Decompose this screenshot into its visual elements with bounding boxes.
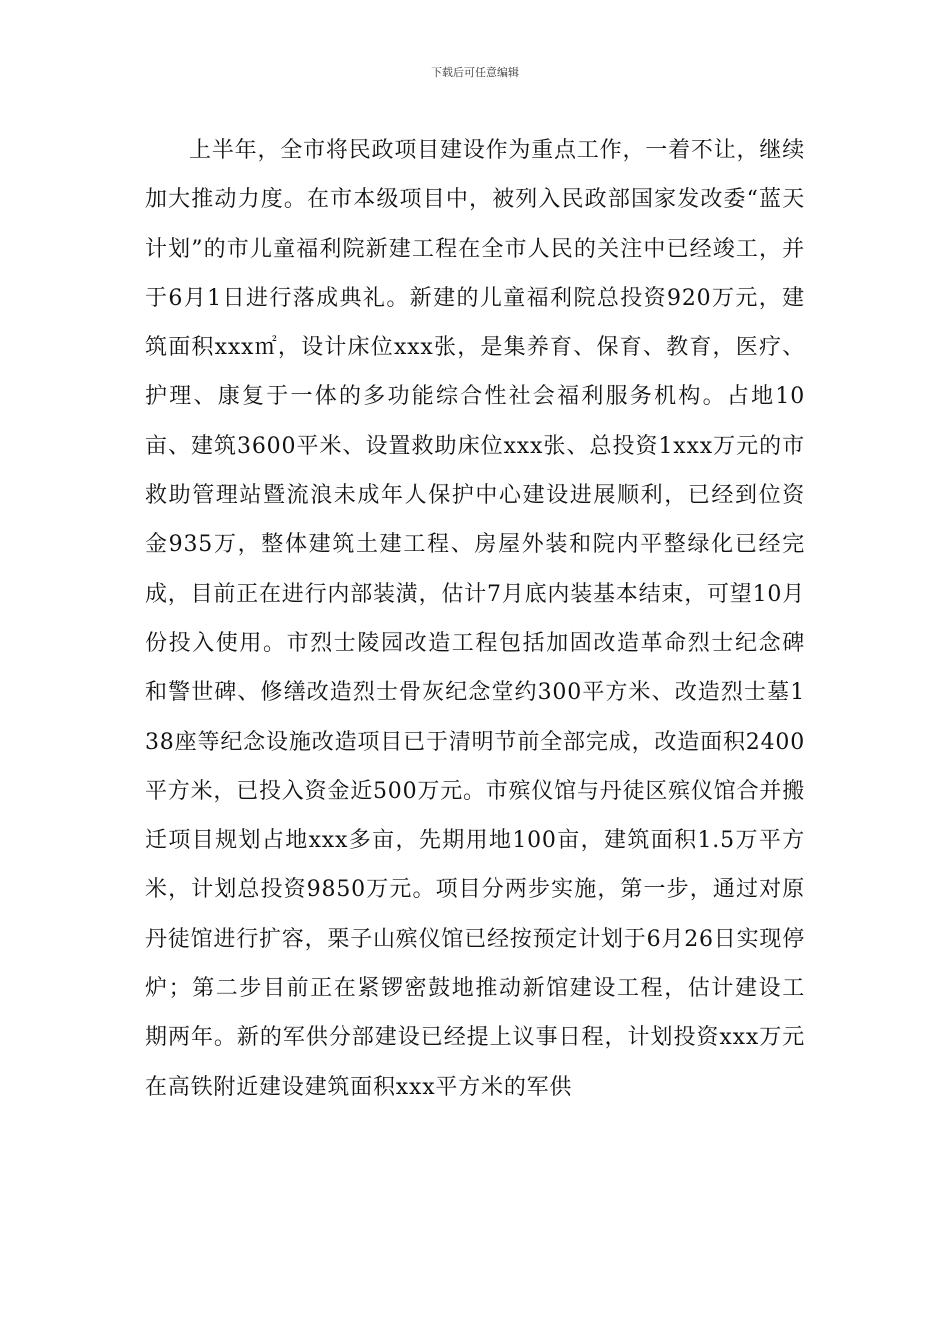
page-header: 下载后可任意编辑 — [431, 66, 519, 79]
body-paragraph: 上半年，全市将民政项目建设作为重点工作，一着不让，继续加大推动力度。在市本级项目中，被列入民政部国家发改委“蓝天计划”的市儿童福利院新建工程在全市人民的关注中已经竣工，并于6月1日进行落成典礼。新建的儿童福利院总投资920万元，建筑面积xxx㎡，设计床位xxx张，是集养育、保育、教育，医疗、护理、康复于一体的多功能综合性社会福利服务机构。占地10亩、建筑3600平米、设置救助床位xxx张、总投资1xxx万元的市救助管理站暨流浪未成年人保护中心建设进展顺利，已经到位资金935万，整体建筑土建工程、房屋外装和院内平整绿化已经完成，目前正在进行内部装潢，估计7月底内装基本结束，可望10月份投入使用。市烈士陵园改造工程包括加固改造革命烈士纪念碑和警世碑、修缮改造烈士骨灰纪念堂约300平方米、改造烈士墓138座等纪念设施改造项目已于清明节前全部完成，改造面积2400平方米，已投入资金近500万元。市殡仪馆与丹徒区殡仪馆合并搬迁项目规划占地xxx多亩，先期用地100亩，建筑面积1.5万平方米，计划总投资9850万元。项目分两步实施，第一步，通过对原丹徒馆进行扩容，栗子山殡仪馆已经按预定计划于6月26日实现停炉；第二步目前正在紧锣密鼓地推动新馆建设工程，估计建设工期两年。新的军供分部建设已经提上议事日程，计划投资xxx万元在高铁附近建设建筑面积xxx平方米的军供 — [145, 138, 805, 1100]
